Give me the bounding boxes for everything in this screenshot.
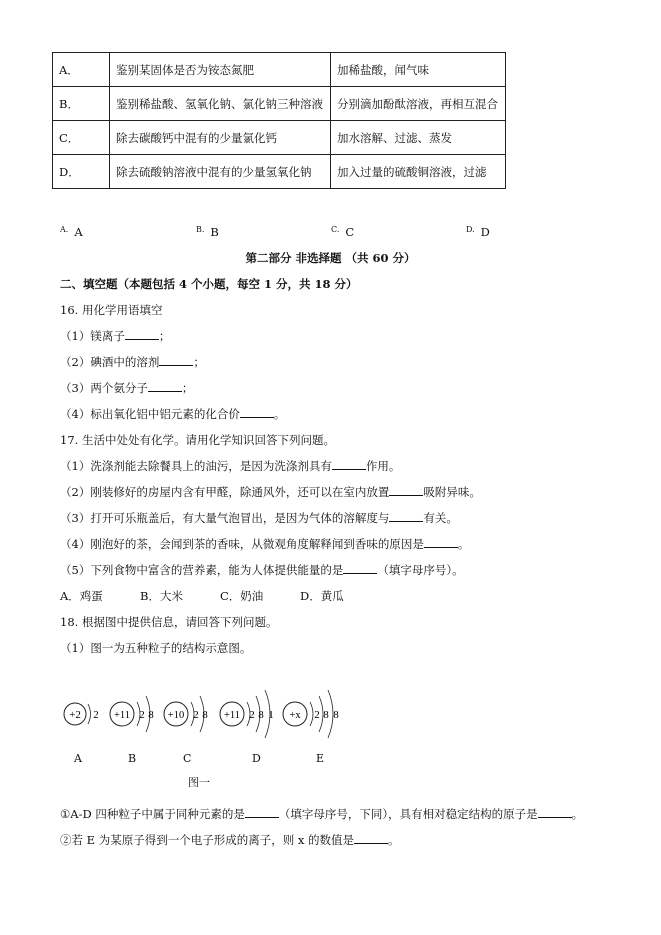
row-letter: C． (53, 121, 110, 155)
item-text: （填字母序号，下同），具有相对稳定结构的原子是 (278, 807, 538, 821)
atom-label: A (74, 752, 82, 765)
choice-tag: B. (196, 225, 205, 234)
figure-caption: 图一 (188, 776, 210, 789)
item-end: 有关。 (423, 511, 458, 525)
q16-item (60, 406, 285, 422)
q18-sub1: （1）图一为五种粒子的结构示意图。 (60, 641, 252, 655)
section-title: 二、填空题（本题包括 4 个小题，每空 1 分，共 18 分） (60, 277, 358, 291)
choice-text: D (480, 225, 490, 239)
q17-item (60, 510, 458, 526)
atom-diagram (164, 696, 208, 732)
shell-electrons: 2 (249, 709, 255, 721)
shell-electrons: 8 (333, 709, 339, 721)
option-a: A．鸡蛋 (60, 589, 103, 603)
item-text: （4）标出氧化铝中铝元素的化合价 (60, 407, 240, 421)
option-d: D．黄瓜 (300, 589, 344, 603)
q17-item (60, 536, 469, 552)
item-end: 。 (273, 407, 286, 421)
answer-blank[interactable] (389, 484, 423, 496)
option-b: B．大米 (140, 589, 183, 603)
item-end: ； (193, 355, 205, 369)
table-row (53, 155, 506, 189)
atom-diagram (110, 696, 154, 732)
item-text: ①A-D 四种粒子中属于同种元素的是 (60, 807, 245, 821)
answer-blank[interactable] (240, 406, 274, 418)
item-text: （2）刚装修好的房屋内含有甲醛，除通风外，还可以在室内放置 (60, 485, 390, 499)
item-text: ②若 E 为某原子得到一个电子形成的离子，则 x 的数值是 (60, 833, 354, 847)
choice-tag: D. (466, 225, 475, 234)
item-end: 。 (457, 537, 470, 551)
atom-label: C (183, 752, 192, 765)
nucleus-charge: +11 (113, 710, 131, 721)
answer-blank[interactable] (424, 536, 458, 548)
options-table (52, 52, 506, 189)
choice-tag: A. (60, 225, 69, 234)
q18-line2 (60, 832, 400, 848)
q17-item (60, 562, 464, 578)
item-end: 。 (571, 807, 584, 821)
item-text: （3）打开可乐瓶盖后，有大量气泡冒出，是因为气体的溶解度与 (60, 511, 390, 525)
row-purpose: 除去硫酸钠溶液中混有的少量氢氧化钠 (110, 155, 331, 189)
item-text: （1）洗涤剂能去除餐具上的油污，是因为洗涤剂具有 (60, 459, 332, 473)
item-text: （3）两个氨分子 (60, 381, 148, 395)
answer-blank[interactable] (389, 510, 423, 522)
row-letter: D． (53, 155, 110, 189)
row-letter: B． (53, 87, 110, 121)
shell-electrons: 8 (148, 709, 154, 721)
nucleus-charge: +x (289, 710, 301, 721)
choice-c (331, 225, 354, 239)
item-end: 吸附异味。 (423, 485, 481, 499)
nucleus-charge: +10 (167, 710, 185, 721)
shell-electrons: 2 (93, 709, 99, 721)
row-purpose: 除去碳酸钙中混有的少量氯化钙 (110, 121, 331, 155)
table-row (53, 87, 506, 121)
choice-text: C (345, 225, 355, 239)
item-text: （4）刚泡好的茶，会闻到茶的香味，从微观角度解释闻到香味的原因是 (60, 537, 424, 551)
shell-electrons: 2 (314, 709, 320, 721)
shell-electrons: 1 (268, 709, 274, 721)
choice-text: A (74, 225, 83, 239)
answer-blank[interactable] (159, 354, 193, 366)
table-row (53, 53, 506, 87)
choice-tag: C. (331, 225, 340, 234)
answer-blank[interactable] (125, 328, 159, 340)
q16-item (60, 354, 205, 370)
table-row (53, 121, 506, 155)
row-letter: A． (53, 53, 110, 87)
answer-blank[interactable] (343, 562, 377, 574)
row-purpose: 鉴别某固体是否为铵态氮肥 (110, 53, 331, 87)
atom-label: E (316, 752, 325, 765)
row-method: 加水溶解、过滤、蒸发 (331, 121, 506, 155)
q17-item (60, 484, 481, 500)
row-method: 加入过量的硫酸铜溶液，过滤 (331, 155, 506, 189)
shell-electrons: 8 (202, 709, 208, 721)
q16-stem: 16. 用化学用语填空 (60, 303, 163, 317)
q17-item (60, 458, 400, 474)
choice-a (60, 225, 83, 239)
row-purpose: 鉴别稀盐酸、氢氧化钠、氯化钠三种溶液 (110, 87, 331, 121)
part-title: 第二部分 非选择题 （共 60 分） (245, 251, 416, 265)
answer-blank[interactable] (332, 458, 366, 470)
nucleus-charge: +11 (223, 710, 241, 721)
shell-electrons: 8 (258, 709, 264, 721)
answer-blank[interactable] (354, 832, 388, 844)
option-c: C．奶油 (220, 589, 264, 603)
answer-blank[interactable] (148, 380, 182, 392)
q17-options (60, 588, 380, 604)
shell-electrons: 2 (139, 709, 145, 721)
item-text: （1）镁离子 (60, 329, 125, 343)
atom-diagram (283, 690, 339, 738)
item-end: 作用。 (365, 459, 401, 473)
atom-label: D (252, 752, 261, 765)
q18-line1 (60, 806, 583, 822)
choice-b (196, 225, 219, 239)
item-text: （5）下列食物中富含的营养素，能为人体提供能量的是 (60, 563, 344, 577)
row-method: 加稀盐酸，闻气味 (331, 53, 506, 87)
q17-stem: 17. 生活中处处有化学。请用化学知识回答下列问题。 (60, 433, 335, 447)
shell-electrons: 2 (193, 709, 199, 721)
answer-blank[interactable] (245, 806, 279, 818)
item-end: （填字母序号）。 (377, 563, 464, 577)
item-text: （2）碘酒中的溶剂 (60, 355, 160, 369)
q16-item (60, 328, 170, 344)
choice-d (466, 225, 490, 239)
q18-stem: 18. 根据图中提供信息，请回答下列问题。 (60, 615, 278, 629)
item-end: ； (158, 329, 171, 343)
q16-item (60, 380, 193, 396)
choice-text: B (210, 225, 219, 239)
atom-diagram (64, 703, 99, 725)
nucleus-charge: +2 (69, 709, 81, 721)
item-end: 。 (388, 833, 400, 847)
item-end: ； (181, 381, 194, 395)
atom-structure-figure (55, 668, 375, 748)
atom-diagram (220, 690, 274, 738)
atom-label: B (128, 752, 137, 765)
shell-electrons: 8 (323, 709, 329, 721)
answer-blank[interactable] (538, 806, 572, 818)
row-method: 分别滴加酚酞溶液，再相互混合 (331, 87, 506, 121)
